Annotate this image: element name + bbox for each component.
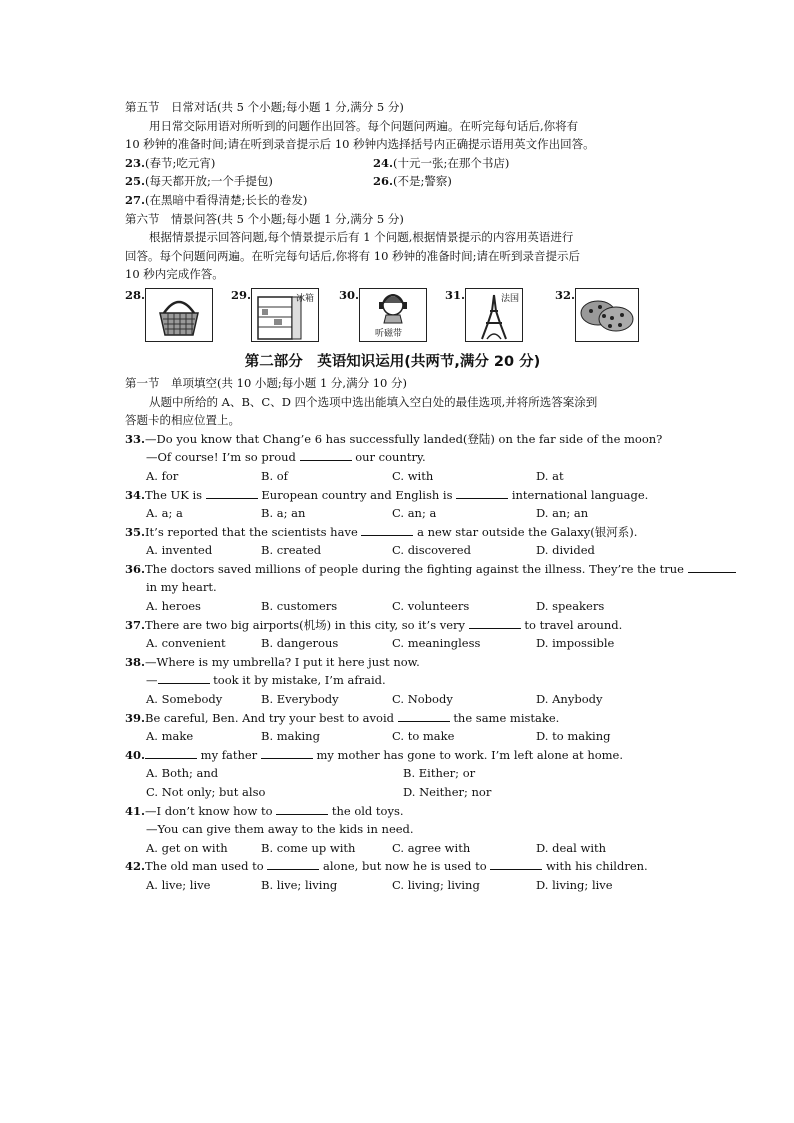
answer-blank[interactable]: [456, 486, 508, 499]
option-a[interactable]: A. Both; and: [146, 766, 219, 781]
question-text: —: [146, 673, 158, 688]
question-37: [125, 616, 660, 635]
question-text: —Of course! I’m so proud: [146, 450, 296, 465]
option-c[interactable]: C. Nobody: [392, 692, 453, 707]
question-number: 36.: [125, 561, 146, 576]
question-number: 42.: [125, 859, 146, 874]
question-text: European country and English is: [261, 487, 453, 502]
question-text: a new star outside the Galaxy(银河系).: [417, 524, 638, 539]
option-d[interactable]: D. living; live: [536, 877, 613, 892]
question-number: 35.: [125, 524, 146, 539]
answer-blank[interactable]: [145, 746, 197, 759]
question-number: 41.: [125, 803, 146, 818]
answer-blank[interactable]: [688, 560, 736, 573]
question-row: [125, 191, 660, 210]
prompt: (在黑暗中看得清楚;长长的卷发): [145, 192, 308, 207]
option-d[interactable]: D. to making: [536, 729, 611, 744]
option-b[interactable]: B. created: [261, 543, 322, 558]
option-a[interactable]: A. make: [146, 729, 194, 744]
section-5-instruction: 用日常交际用语对所听到的问题作出回答。每个问题问两遍。在听完每句话后,你将有: [149, 118, 579, 133]
answer-blank[interactable]: [361, 523, 413, 536]
question-38-line-2: [125, 671, 660, 690]
answer-blank[interactable]: [276, 802, 328, 815]
option-c[interactable]: C. agree with: [392, 840, 471, 855]
option-a[interactable]: A. convenient: [146, 636, 226, 651]
answer-blank[interactable]: [206, 486, 258, 499]
picture-item: [231, 288, 339, 342]
question-text: The UK is: [145, 487, 203, 502]
options-row: [125, 783, 660, 802]
option-d[interactable]: D. Anybody: [536, 692, 603, 707]
prompt: (每天都开放;一个手提包): [145, 174, 273, 189]
question-number: 34.: [125, 487, 146, 502]
options-row: [125, 541, 660, 560]
option-d[interactable]: D. speakers: [536, 599, 605, 614]
question-text: There are two big airports(机场) in this city, so it’s very: [145, 617, 466, 632]
question-number: 23.: [125, 155, 146, 170]
option-c[interactable]: C. an; a: [392, 506, 437, 521]
part-2-heading: 第二部分 英语知识运用(共两节,满分 20 分): [244, 353, 541, 370]
picture-item: [339, 288, 445, 342]
question-number: 28.: [125, 287, 146, 302]
question-row: [125, 154, 660, 173]
picture-caption: 法国: [500, 293, 519, 304]
option-c[interactable]: C. to make: [392, 729, 455, 744]
option-d[interactable]: D. impossible: [536, 636, 615, 651]
fridge-icon: [251, 288, 319, 342]
picture-item: [445, 288, 555, 342]
question-text: It’s reported that the scientists have: [145, 524, 358, 539]
question-number: 31.: [445, 287, 466, 302]
question-text: The old man used to: [145, 859, 264, 874]
question-text: alone, but now he is used to: [322, 859, 487, 874]
question-38: [125, 653, 660, 672]
answer-blank[interactable]: [158, 671, 210, 684]
section-1-title: 第一节 单项填空(共 10 小题;每小题 1 分,满分 10 分): [125, 375, 408, 390]
answer-blank[interactable]: [469, 616, 521, 629]
prompt: (春节;吃元宵): [145, 155, 216, 170]
option-b[interactable]: B. live; living: [261, 877, 338, 892]
question-34: [125, 486, 660, 505]
question-text: with his children.: [545, 859, 648, 874]
options-row: [125, 504, 660, 523]
option-d[interactable]: D. deal with: [536, 840, 607, 855]
question-39: [125, 709, 660, 728]
question-36: [125, 560, 684, 579]
section-6-instruction-cont: 回答。每个问题问两遍。在听完每句话后,你将有 10 秒钟的准备时间;请在听到录音提示后: [125, 248, 580, 263]
picture-item: [125, 288, 231, 342]
question-number: 38.: [125, 654, 146, 669]
section-5-instruction-cont: 10 秒钟的准备时间;请在听到录音提示后 10 秒钟内选择括号内正确提示语用英文作出回答。: [125, 137, 595, 152]
question-40: [125, 746, 660, 765]
option-b[interactable]: B. making: [261, 729, 320, 744]
question-33: [125, 430, 663, 449]
option-a[interactable]: A. a; a: [146, 506, 183, 521]
option-c[interactable]: C. meaningless: [392, 636, 481, 651]
question-35: [125, 523, 660, 542]
question-36-line-2: [125, 578, 660, 597]
option-b[interactable]: B. a; an: [261, 506, 306, 521]
answer-blank[interactable]: [490, 857, 542, 870]
option-c[interactable]: C. volunteers: [392, 599, 470, 614]
question-text: my mother has gone to work. I’m left alone at home.: [316, 747, 624, 762]
option-d[interactable]: D. an; an: [536, 506, 589, 521]
question-number: 30.: [339, 287, 360, 302]
options-row: [125, 467, 660, 486]
picture-caption: 听磁带: [375, 328, 403, 339]
option-b[interactable]: B. come up with: [261, 840, 356, 855]
option-d[interactable]: D. at: [536, 468, 564, 483]
prompt: (不是;警察): [393, 174, 452, 189]
section-1-instruction: 从题中所给的 A、B、C、D 四个选项中选出能填入空白处的最佳选项,并将所选答案涂到: [149, 394, 598, 409]
question-number: 26.: [373, 174, 394, 189]
question-42: [125, 857, 660, 876]
question-41: [125, 802, 660, 821]
section-6-title: 第六节 情景问答(共 5 个小题;每小题 1 分,满分 5 分): [125, 211, 404, 226]
option-b[interactable]: B. Either; or: [403, 766, 476, 781]
fridge-label: 冰箱: [295, 293, 314, 304]
question-33-line-2: [125, 448, 660, 467]
options-row: [125, 764, 660, 783]
question-number: 39.: [125, 710, 146, 725]
section-6-instruction: 根据情景提示回答问题,每个情景提示后有 1 个问题,根据情景提示的内容用英语进行: [149, 230, 574, 245]
question-number: 25.: [125, 174, 146, 189]
basket-icon: [145, 288, 213, 342]
section-6-instruction-cont: 10 秒内完成作答。: [125, 267, 224, 282]
question-text: The doctors saved millions of people during the fighting against the illness. They’re the true: [145, 561, 684, 576]
option-c[interactable]: C. Not only; but also: [146, 785, 266, 799]
option-c[interactable]: C. with: [392, 468, 434, 483]
option-b[interactable]: B. dangerous: [261, 636, 339, 651]
question-number: 37.: [125, 617, 146, 632]
question-row: [125, 172, 660, 191]
picture-row: [125, 288, 660, 348]
question-number: 27.: [125, 192, 146, 207]
question-text: Be careful, Ben. And try your best to avoid: [145, 710, 394, 725]
option-d[interactable]: D. Neither; nor: [403, 785, 492, 799]
options-row: [125, 876, 660, 895]
option-a[interactable]: A. for: [146, 468, 179, 483]
options-row: [125, 597, 660, 616]
question-41-line-2: [125, 820, 660, 839]
options-row: [125, 634, 660, 653]
girl-headphones-icon: [359, 288, 427, 342]
option-a[interactable]: A. invented: [146, 543, 213, 558]
question-number: 40.: [125, 747, 146, 762]
question-text: —I don’t know how to: [145, 803, 273, 818]
option-c[interactable]: C. discovered: [392, 543, 471, 558]
option-c[interactable]: C. living; living: [392, 877, 480, 892]
answer-blank[interactable]: [261, 746, 313, 759]
question-number: 32.: [555, 287, 576, 302]
eiffel-tower-icon: [465, 288, 523, 342]
picture-item: [555, 288, 639, 342]
option-a[interactable]: A. heroes: [146, 599, 201, 614]
answer-blank[interactable]: [267, 857, 319, 870]
question-text: took it by mistake, I’m afraid.: [213, 673, 386, 688]
option-b[interactable]: B. of: [261, 468, 288, 483]
prompt: (十元一张;在那个书店): [393, 155, 510, 170]
option-b[interactable]: B. Everybody: [261, 692, 339, 707]
question-number: 24.: [373, 155, 394, 170]
question-text: to travel around.: [524, 617, 623, 632]
section-1-instruction-cont: 答题卡的相应位置上。: [125, 413, 240, 428]
answer-blank[interactable]: [300, 448, 352, 461]
option-a[interactable]: A. live; live: [146, 877, 211, 892]
cookies-icon: [575, 288, 639, 342]
option-d[interactable]: D. divided: [536, 543, 595, 558]
option-b[interactable]: B. customers: [261, 599, 338, 614]
question-number: 33.: [125, 431, 146, 446]
option-a[interactable]: A. get on with: [146, 840, 228, 855]
section-5-title: 第五节 日常对话(共 5 个小题;每小题 1 分,满分 5 分): [125, 100, 404, 114]
question-text: —Where is my umbrella? I put it here just now.: [145, 654, 420, 669]
question-text: the same mistake.: [453, 710, 560, 725]
question-text: —You can give them away to the kids in need.: [146, 822, 414, 837]
question-number: 29.: [231, 287, 252, 302]
option-a[interactable]: A. Somebody: [146, 692, 223, 707]
options-row: [125, 727, 660, 746]
exam-page: [125, 98, 684, 895]
options-row: [125, 839, 660, 858]
question-text: in my heart.: [146, 580, 217, 595]
question-text: the old toys.: [331, 803, 404, 818]
question-text: my father: [200, 747, 258, 762]
question-text: our country.: [355, 450, 426, 465]
answer-blank[interactable]: [398, 709, 450, 722]
options-row: [125, 690, 660, 709]
question-text: —Do you know that Chang’e 6 has successfully landed(登陆) on the far side of the moon?: [145, 431, 663, 446]
question-text: international language.: [511, 487, 649, 502]
